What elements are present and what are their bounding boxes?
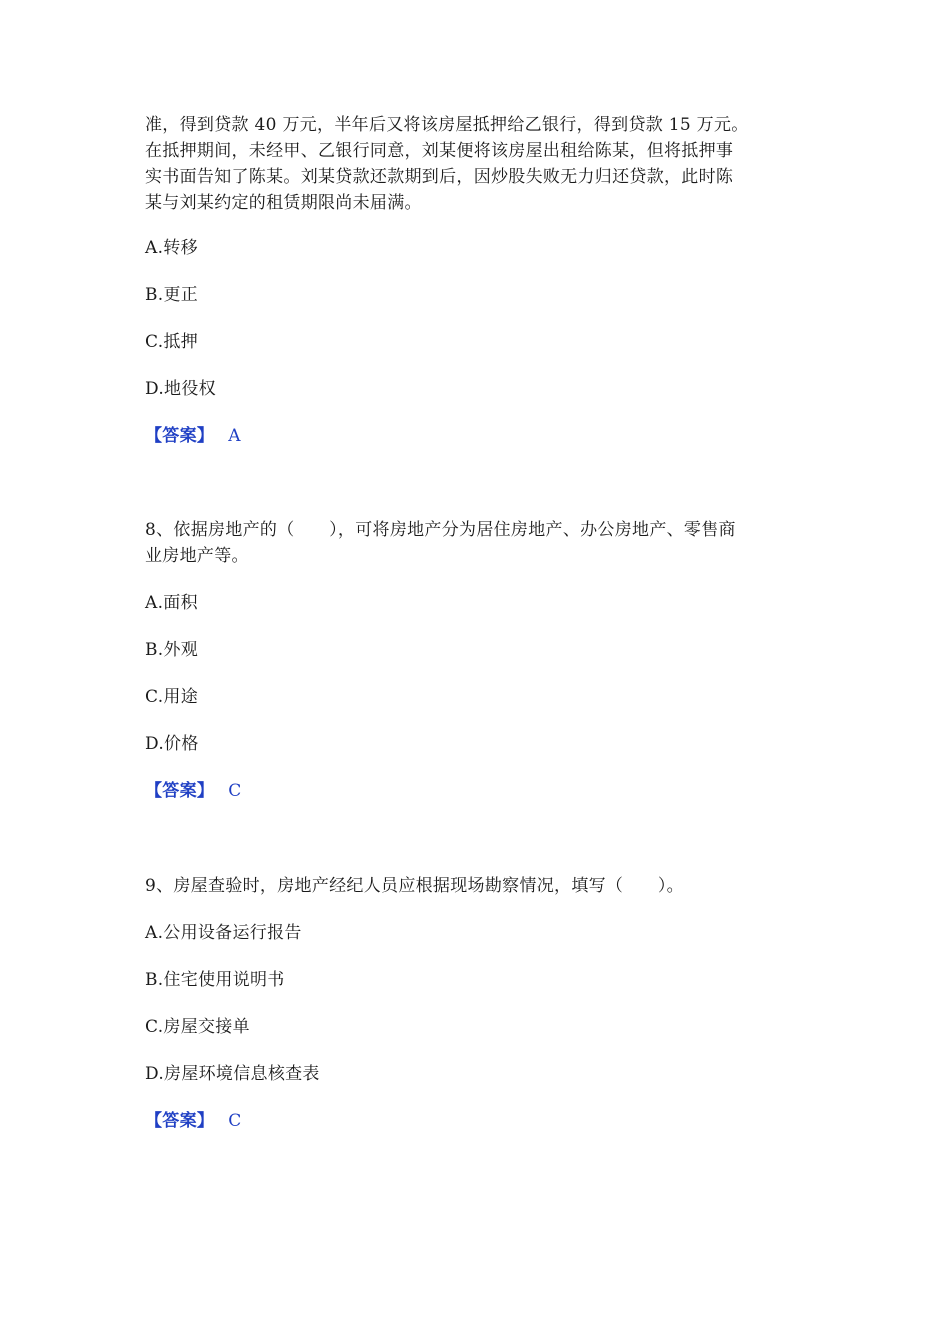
answer-value: C: [228, 1111, 242, 1131]
question-7-stem-line: 在抵押期间，未经甲、乙银行同意，刘某便将该房屋出租给陈某，但将抵押事: [145, 141, 734, 161]
question-7-stem-line: 准，得到贷款 40 万元，半年后又将该房屋抵押给乙银行，得到贷款 15 万元。: [145, 115, 749, 135]
question-8-stem-line: 业房地产等。: [145, 546, 249, 566]
question-7-option-d: D.地役权: [145, 379, 216, 399]
question-9-option-b: B.住宅使用说明书: [145, 970, 285, 990]
question-9-answer: [145, 1109, 242, 1133]
question-7-stem-line: 实书面告知了陈某。刘某贷款还款期到后，因炒股失败无力归还贷款，此时陈: [145, 167, 734, 187]
question-7-stem-line: 某与刘某约定的租赁期限尚未届满。: [145, 193, 422, 213]
answer-label: 【答案】: [145, 426, 215, 446]
question-7-option-a: A.转移: [145, 238, 198, 258]
question-9-option-c: C.房屋交接单: [145, 1017, 250, 1037]
question-8-option-d: D.价格: [145, 734, 199, 754]
question-8-option-a: A.面积: [145, 593, 198, 613]
answer-value: A: [228, 426, 241, 446]
question-8-option-b: B.外观: [145, 640, 199, 660]
question-9-option-d: D.房屋环境信息核查表: [145, 1064, 320, 1084]
question-8-answer: [145, 779, 242, 803]
answer-label: 【答案】: [145, 1111, 215, 1131]
question-7-option-c: C.抵押: [145, 332, 199, 352]
question-8-option-c: C.用途: [145, 687, 199, 707]
question-8-stem-line: 8、依据房地产的（ ），可将房地产分为居住房地产、办公房地产、零售商: [145, 520, 736, 540]
answer-label: 【答案】: [145, 781, 215, 801]
question-7-option-b: B.更正: [145, 285, 199, 305]
question-9-option-a: A.公用设备运行报告: [145, 923, 302, 943]
question-7-answer: [145, 424, 241, 448]
answer-value: C: [228, 781, 242, 801]
question-9-stem-line: 9、房屋查验时，房地产经纪人员应根据现场勘察情况，填写（ ）。: [145, 876, 684, 896]
